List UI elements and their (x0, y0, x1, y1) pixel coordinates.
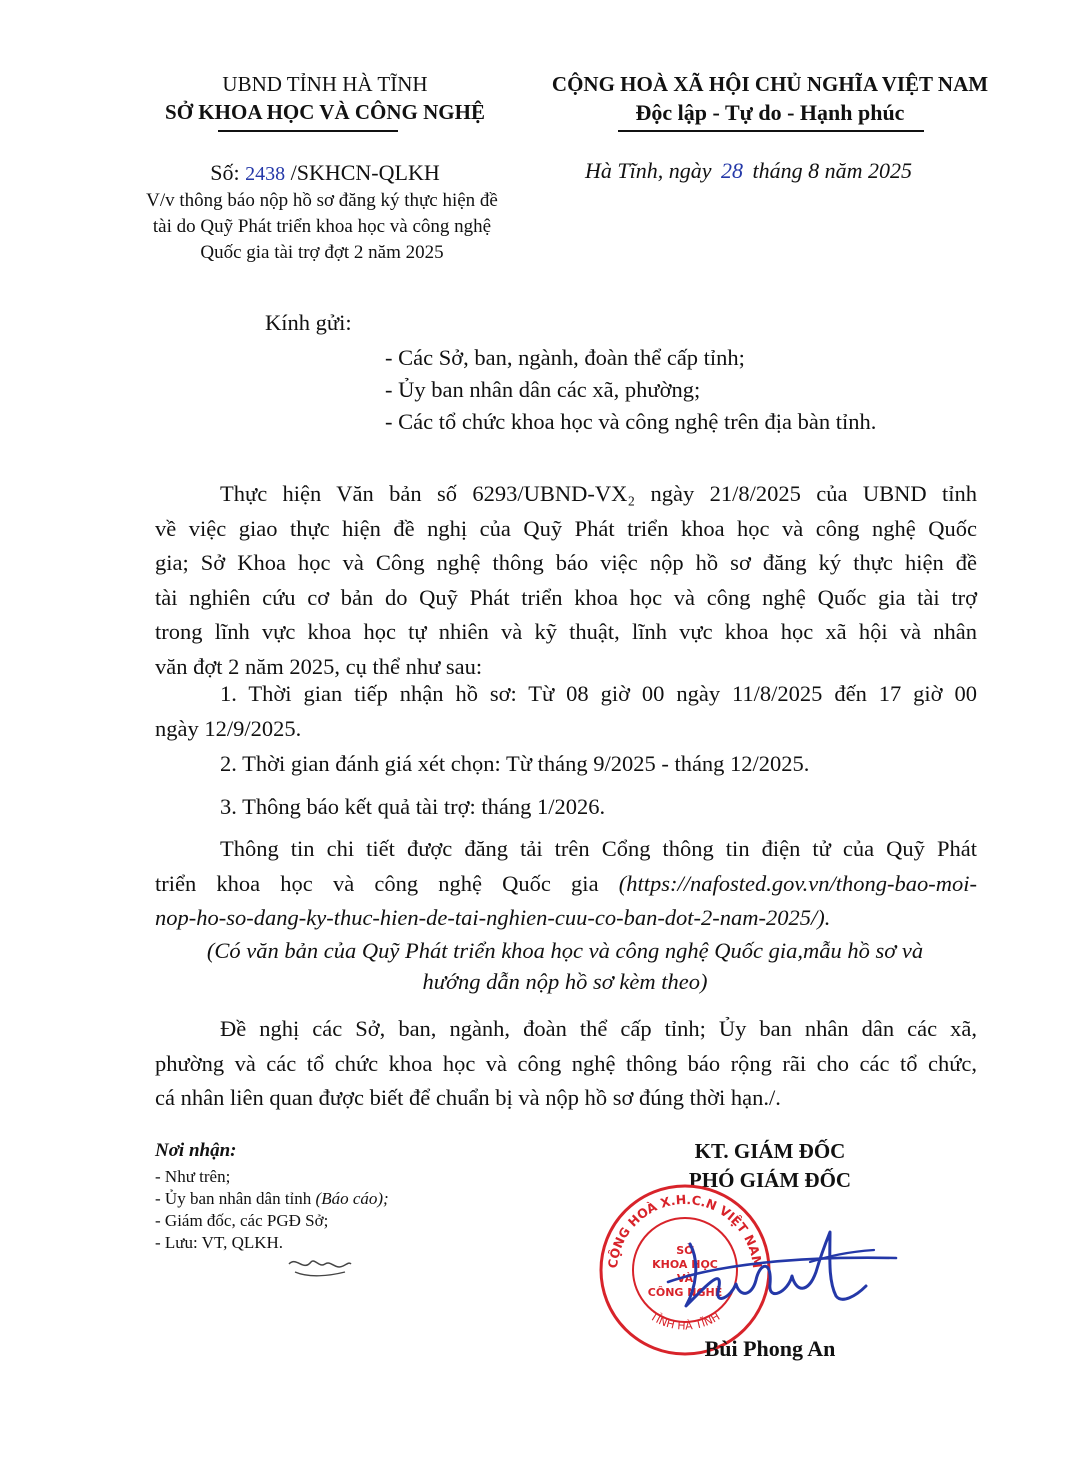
signature-title-2: PHÓ GIÁM ĐỐC (688, 1168, 852, 1192)
distribution-label: Nơi nhận: (155, 1140, 237, 1161)
seal-center-line: KHOA HỌC (652, 1258, 718, 1271)
attachment-note (140, 935, 990, 997)
attachment-note-line: (Có văn bản của Quỹ Phát triển khoa học và công nghệ Quốc gia,mẫu hồ sơ và (206, 938, 924, 963)
recipient-item: - Các Sở, ban, ngành, đoàn thể cấp tỉnh; (385, 345, 745, 370)
intro-line: về việc giao thực hiện đề nghị của Quỹ Phát triển khoa học và công nghệ Quốc (155, 515, 977, 541)
intro-line: gia; Sở Khoa học và Công nghệ thông báo việc nộp hồ sơ đăng ký thực hiện đề (155, 550, 977, 575)
seal-center-line: VÀ (676, 1272, 694, 1285)
distribution-item-note: (Báo cáo); (315, 1189, 389, 1208)
subject-line: V/v thông báo nộp hồ sơ đăng ký thực hiện đề (146, 190, 498, 211)
subject-block (112, 188, 532, 266)
distribution-item (155, 1189, 389, 1209)
request-line: phường và các tổ chức khoa học và công nghệ thông báo rộng rãi cho các tổ chức, (155, 1050, 977, 1076)
number-suffix: /SKHCN-QLKH (290, 160, 440, 185)
number-handwritten: 2438 (245, 163, 286, 185)
item-evaluation-time (155, 747, 977, 782)
place-date (585, 158, 912, 184)
item2-line: 2. Thời gian đánh giá xét chọn: Từ tháng 9/2025 - tháng 12/2025. (220, 751, 810, 776)
item-reception-time (155, 677, 977, 746)
seal-center-line: SỞ (676, 1244, 694, 1257)
distribution-item-text: - Ủy ban nhân dân tỉnh (155, 1189, 312, 1208)
subject-line: Quốc gia tài trợ đợt 2 năm 2025 (200, 242, 444, 263)
date-day-handwritten: 28 (721, 158, 743, 183)
info-paragraph (155, 832, 977, 936)
national-title: CỘNG HOÀ XÃ HỘI CHỦ NGHĨA VIỆT NAM (551, 72, 989, 96)
date-suffix: tháng 8 năm 2025 (752, 158, 912, 183)
issuing-agency: UBND TỈNH HÀ TĨNH (222, 72, 428, 96)
signer-name: Bùi Phong An (704, 1336, 836, 1361)
intro-line-1: Thực hiện Văn bản số 6293/UBND-VX₂ ngày 21/8/2025 của UBND tỉnh (220, 481, 977, 506)
request-line: cá nhân liên quan được biết để chuẩn bị và nộp hồ sơ đúng thời hạn./. (155, 1085, 781, 1110)
motto-underline (618, 130, 924, 132)
distribution-item: - Lưu: VT, QLKH. (155, 1233, 284, 1252)
intro-line: tài nghiên cứu cơ bản do Quỹ Phát triển khoa học và công nghệ Quốc gia tài trợ (155, 584, 977, 610)
national-motto: Độc lập - Tự do - Hạnh phúc (635, 100, 905, 125)
distribution-item: - Như trên; (155, 1167, 231, 1186)
distribution-item: - Giám đốc, các PGĐ Sở; (155, 1211, 329, 1230)
item-result-notice (155, 790, 977, 825)
subject-line: tài do Quỹ Phát triển khoa học và công nghệ (152, 216, 492, 237)
seal-ring-text: CỘNG HOÀ X.H.C.N VIỆT NAM (605, 1191, 766, 1270)
info-url-part1[interactable]: (https://nafosted.gov.vn/thong-bao-moi- (618, 870, 978, 896)
intro-paragraph (155, 477, 977, 684)
intro-line: văn đợt 2 năm 2025, cụ thể như sau: (155, 653, 483, 679)
initials-mark (285, 1252, 355, 1282)
handwritten-signature (660, 1222, 900, 1322)
item1-line: ngày 12/9/2025. (155, 715, 302, 741)
number-prefix: Số: (210, 160, 240, 185)
seal-bottom-text: TỈNH HÀ TĨNH (647, 1309, 723, 1333)
department-underline (218, 130, 398, 132)
info-url-part2[interactable]: nop-ho-so-dang-ky-thuc-hien-de-tai-nghien-cuu-co-ban-dot-2-nam-2025/). (155, 905, 831, 930)
info-line (155, 867, 977, 902)
info-line2-plain: triển khoa học và công nghệ Quốc gia (155, 870, 599, 896)
signature-title-1: KT. GIÁM ĐỐC (694, 1139, 846, 1163)
item3-line: 3. Thông báo kết quả tài trợ: tháng 1/2026. (220, 794, 606, 819)
document-number (120, 160, 530, 186)
intro-line (155, 477, 977, 512)
request-line: Đề nghị các Sở, ban, ngành, đoàn thể cấp tỉnh; Ủy ban nhân dân các xã, (220, 1016, 977, 1041)
request-paragraph (155, 1012, 977, 1116)
recipients-label: Kính gửi: (265, 310, 352, 335)
recipient-item: - Ủy ban nhân dân các xã, phường; (385, 377, 701, 402)
intro-line: trong lĩnh vực khoa học tự nhiên và kỹ thuật, lĩnh vực khoa học xã hội và nhân (155, 619, 977, 644)
recipient-item: - Các tổ chức khoa học và công nghệ trên địa bàn tỉnh. (385, 409, 877, 434)
attachment-note-line: hướng dẫn nộp hồ sơ kèm theo) (422, 969, 708, 994)
info-line: Thông tin chi tiết được đăng tải trên Cổng thông tin điện tử của Quỹ Phát (220, 836, 977, 861)
issuing-department: SỞ KHOA HỌC VÀ CÔNG NGHỆ (165, 100, 485, 124)
date-prefix: Hà Tĩnh, ngày (585, 158, 712, 183)
item1-line: 1. Thời gian tiếp nhận hồ sơ: Từ 08 giờ 00 ngày 11/8/2025 đến 17 giờ 00 (220, 681, 977, 706)
seal-center-line: CÔNG NGHỆ (647, 1286, 723, 1299)
